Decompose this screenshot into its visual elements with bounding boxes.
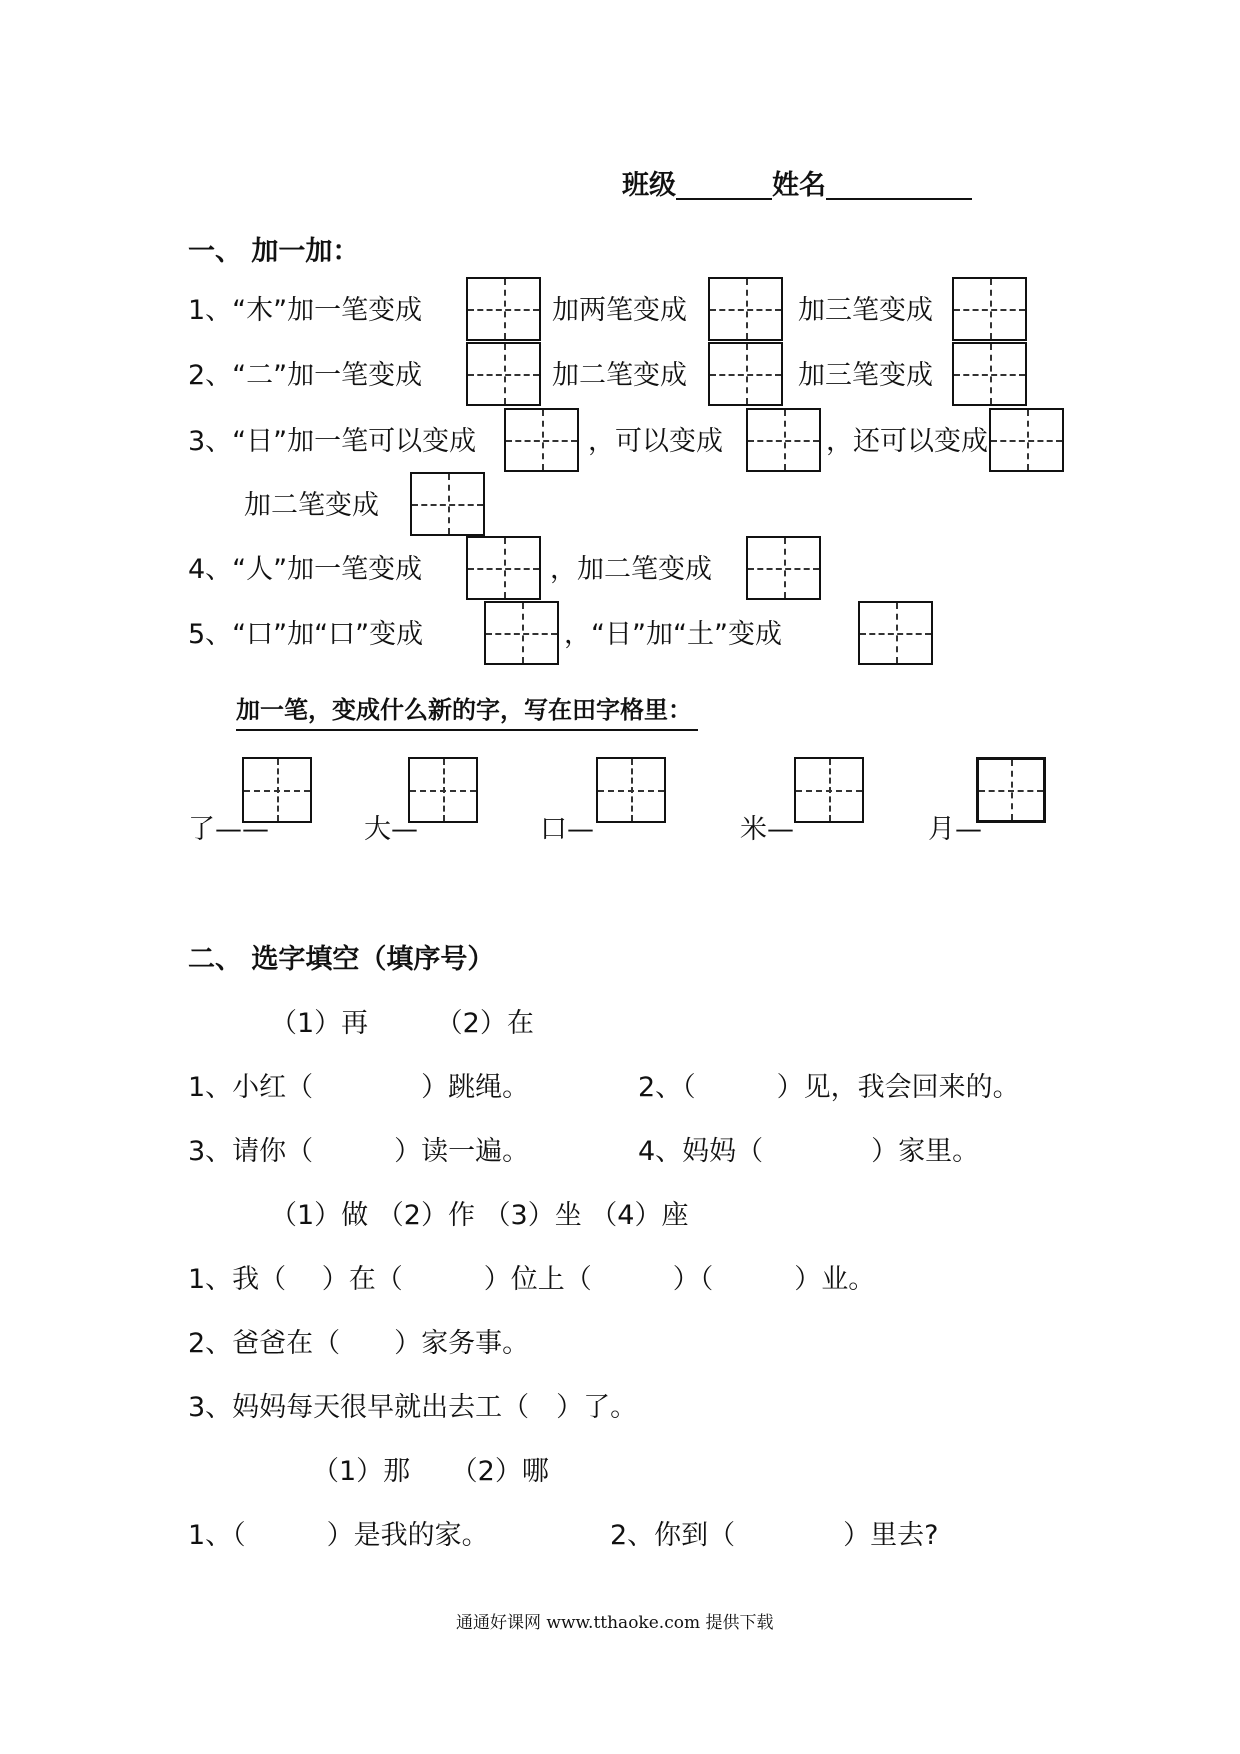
group3-question-2: 2、你到（ ）里去? — [610, 1520, 939, 1551]
group2-question-1: 1、我（ ）在（ ）位上（ ）（ ）业。 — [188, 1264, 876, 1295]
group1-question-3: 3、请你（ ）读一遍。 — [188, 1136, 530, 1167]
tianzige-box[interactable] — [410, 472, 485, 536]
group1-options: （1）再 （2）在 — [270, 1008, 534, 1039]
instruction-text: 加一笔，变成什么新的字，写在田字格里： — [236, 690, 698, 731]
tianzige-box[interactable] — [976, 757, 1046, 823]
add-stroke-char: 米— — [740, 814, 794, 845]
tianzige-box[interactable] — [794, 757, 864, 823]
q1-prefix: 1、“木”加一笔变成 — [188, 295, 423, 326]
tianzige-box[interactable] — [952, 342, 1027, 406]
tianzige-box[interactable] — [708, 277, 783, 341]
add-stroke-char: 口— — [540, 814, 594, 845]
class-blank[interactable] — [676, 170, 772, 200]
section1-title: 一、 加一加： — [188, 236, 360, 267]
q5-mid1: ，“日”加“土”变成 — [564, 619, 782, 650]
q2-mid2: 加三笔变成 — [798, 360, 933, 391]
tianzige-box[interactable] — [952, 277, 1027, 341]
q3-mid2: ，还可以变成 — [826, 426, 988, 457]
name-label: 姓名 — [772, 170, 826, 201]
tianzige-box[interactable] — [466, 277, 541, 341]
group1-question-1: 1、小红（ ）跳绳。 — [188, 1072, 530, 1103]
tianzige-box[interactable] — [989, 408, 1064, 472]
group2-options: （1）做 （2）作 （3）坐 （4）座 — [270, 1200, 689, 1231]
tianzige-box[interactable] — [484, 601, 559, 665]
tianzige-box[interactable] — [596, 757, 666, 823]
add-stroke-char: 了—— — [188, 814, 269, 845]
add-stroke-char: 大— — [364, 814, 418, 845]
q3-line2: 加二笔变成 — [244, 490, 379, 521]
tianzige-box[interactable] — [408, 757, 478, 823]
group2-question-2: 2、爸爸在（ ）家务事。 — [188, 1328, 530, 1359]
section2-title: 二、 选字填空（填序号） — [188, 944, 495, 975]
tianzige-box[interactable] — [858, 601, 933, 665]
add-stroke-char: 月— — [928, 814, 982, 845]
tianzige-box[interactable] — [466, 342, 541, 406]
tianzige-box[interactable] — [708, 342, 783, 406]
group3-question-1: 1、（ ）是我的家。 — [188, 1520, 489, 1551]
q3-mid1: ，可以变成 — [588, 426, 723, 457]
tianzige-box[interactable] — [746, 408, 821, 472]
q4-prefix: 4、“人”加一笔变成 — [188, 554, 423, 585]
q4-mid1: ，加二笔变成 — [550, 554, 712, 585]
q2-mid1: 加二笔变成 — [552, 360, 687, 391]
q3-prefix: 3、“日”加一笔可以变成 — [188, 426, 477, 457]
group1-question-2: 2、（ ）见，我会回来的。 — [638, 1072, 1020, 1103]
group2-question-3: 3、妈妈每天很早就出去工（ ）了。 — [188, 1392, 638, 1423]
footer-text: 通通好课网 www.tthaoke.com 提供下载 — [456, 1613, 774, 1633]
tianzige-box[interactable] — [746, 536, 821, 600]
class-label: 班级 — [622, 170, 676, 201]
q2-prefix: 2、“二”加一笔变成 — [188, 360, 423, 391]
q5-prefix: 5、“口”加“口”变成 — [188, 619, 424, 650]
group3-options: （1）那 （2）哪 — [312, 1456, 549, 1487]
tianzige-box[interactable] — [242, 757, 312, 823]
q1-mid2: 加三笔变成 — [798, 295, 933, 326]
tianzige-box[interactable] — [466, 536, 541, 600]
tianzige-box[interactable] — [504, 408, 579, 472]
name-blank[interactable] — [826, 170, 972, 200]
group1-question-4: 4、妈妈（ ）家里。 — [638, 1136, 980, 1167]
q1-mid1: 加两笔变成 — [552, 295, 687, 326]
